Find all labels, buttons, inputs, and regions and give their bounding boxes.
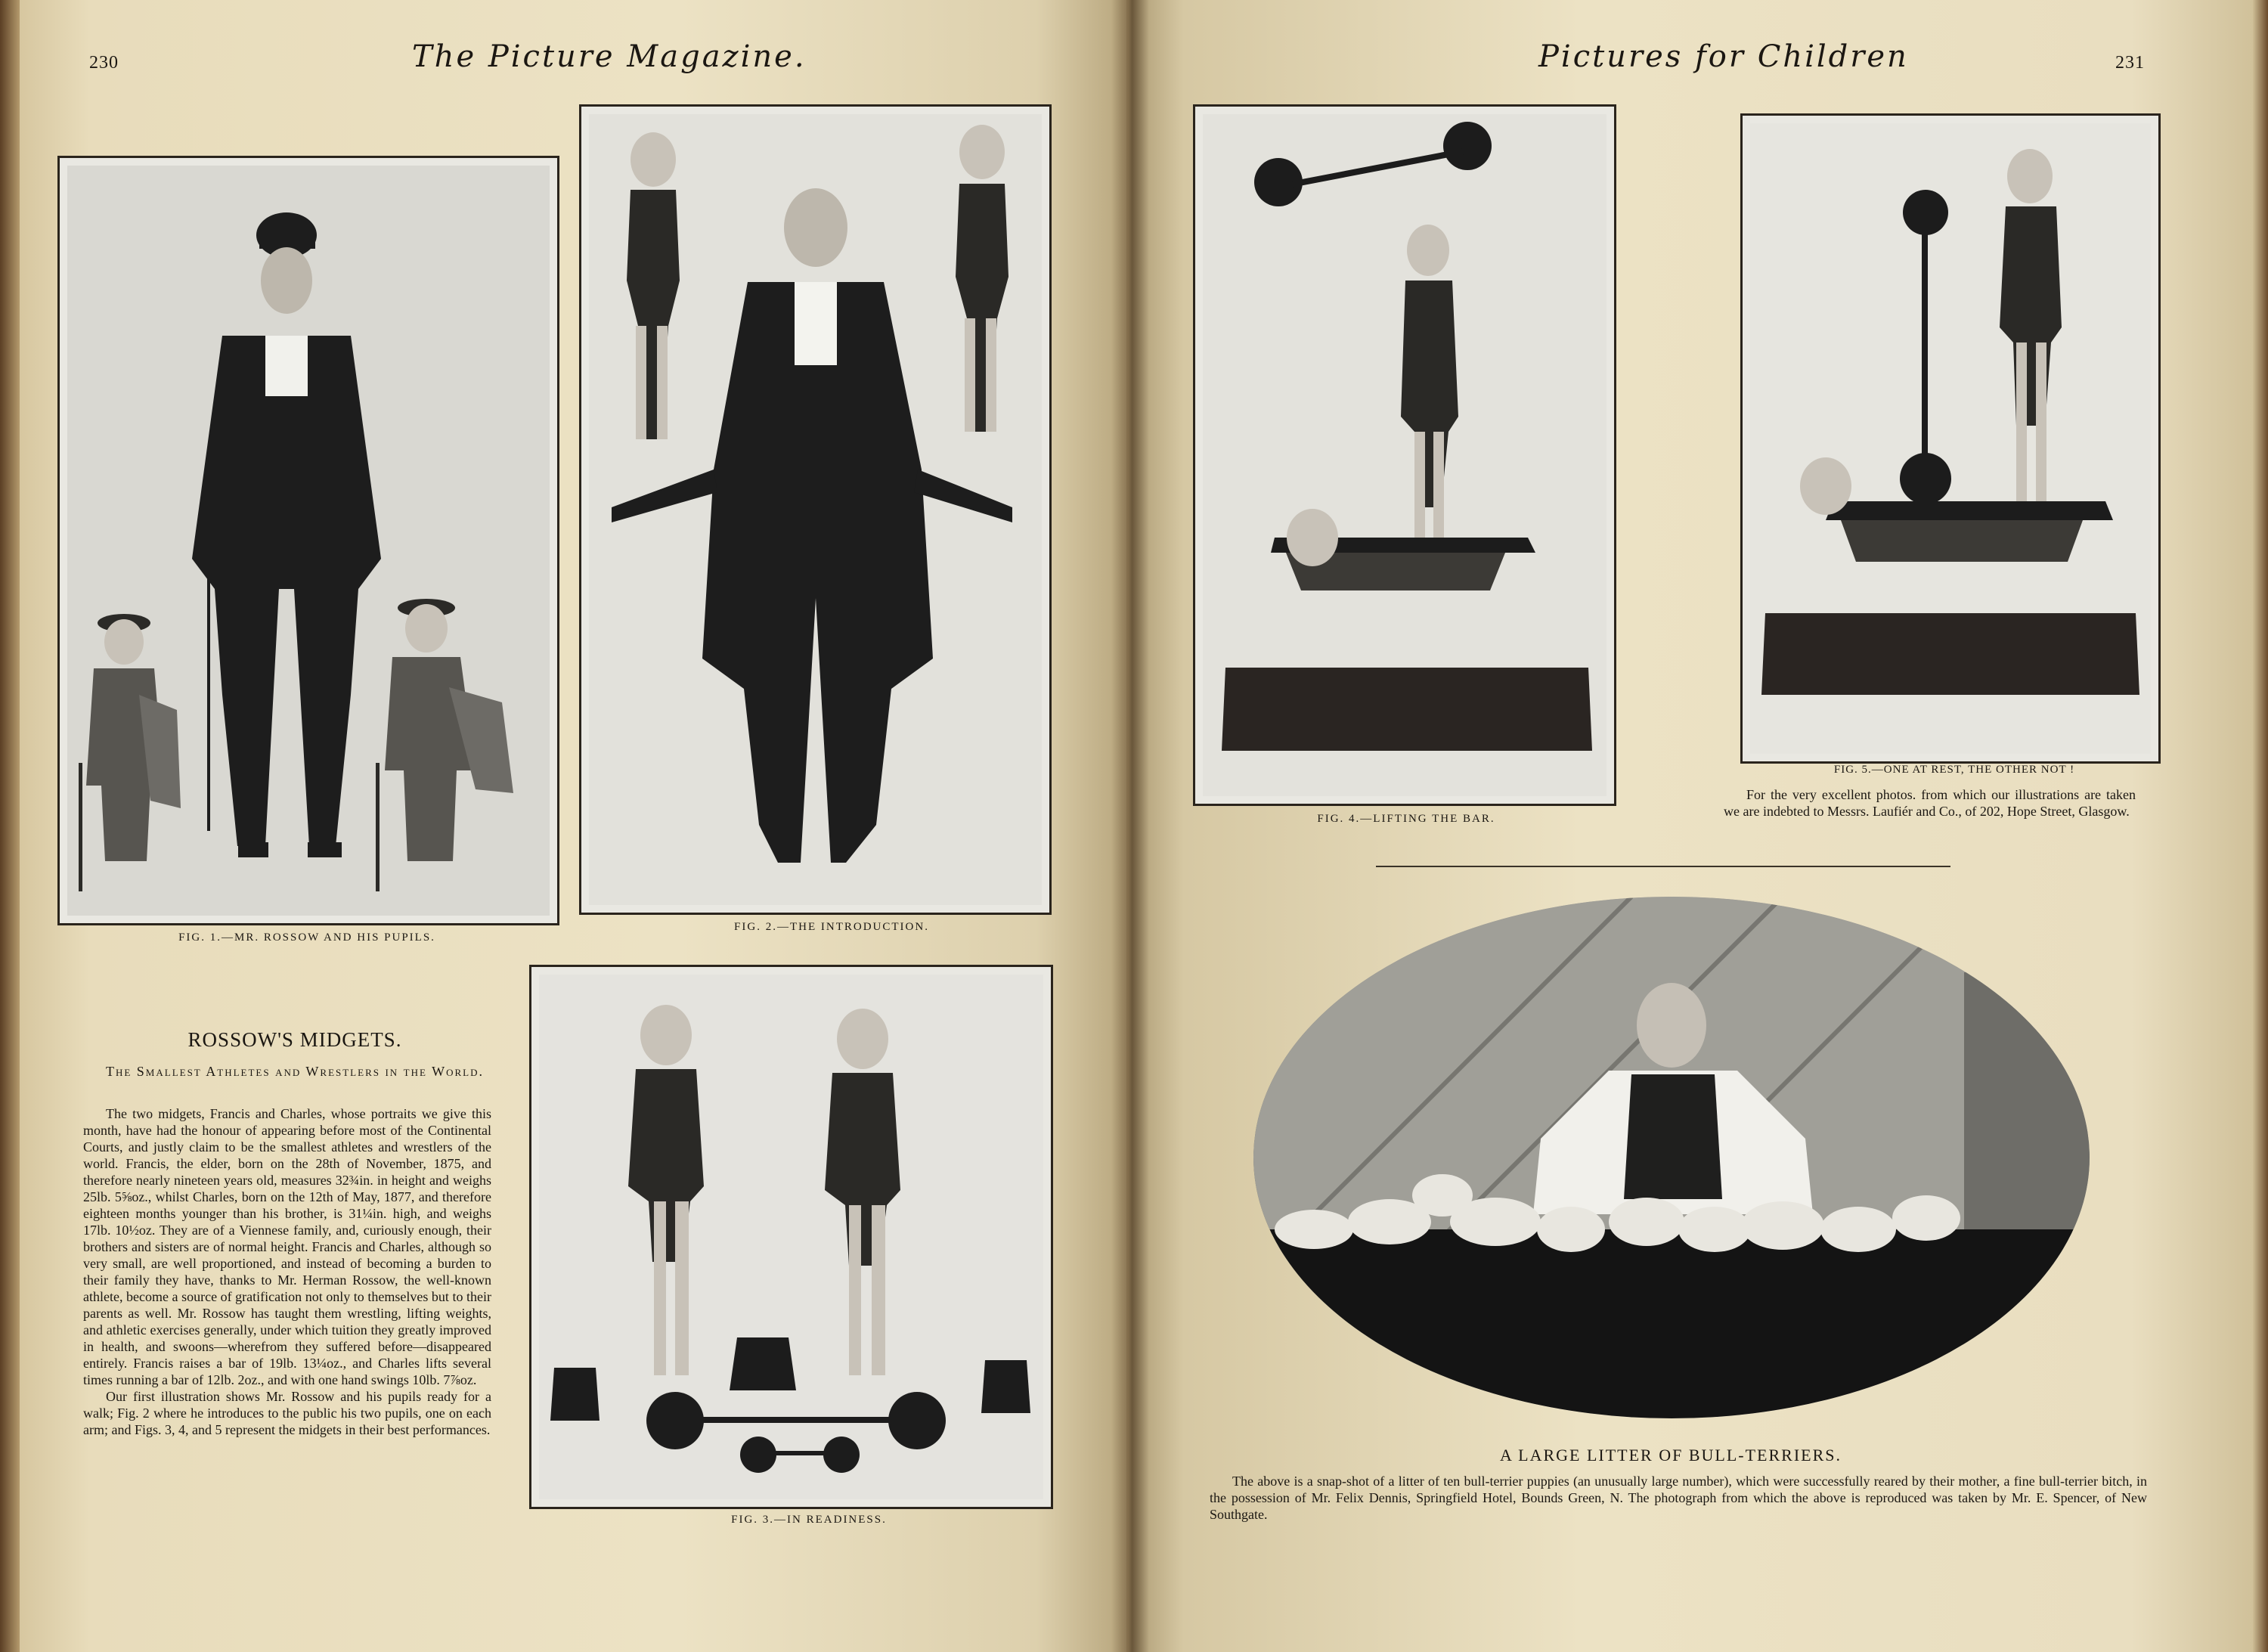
fig3-illustration [539, 975, 1043, 1499]
credit-note [1724, 786, 2136, 820]
terriers-text [1210, 1473, 2147, 1523]
fig1-illustration [67, 166, 550, 916]
fig4-illustration [1203, 114, 1606, 796]
article-title: ROSSOW'S MIDGETS. [187, 1028, 402, 1051]
article-paragraph-2: Our first illustration shows Mr. Rossow and his pupils ready for a walk; Fig. 2 where he introduces to the public his two pupils, one on each arm; and Figs. 3, 4, and 5 represent the midgets in their best performances. [83, 1389, 491, 1437]
binding-gutter [1111, 0, 1149, 1652]
fig3-caption: FIG. 3.—IN READINESS. [731, 1514, 887, 1526]
article-body [83, 1105, 491, 1438]
fig1-photo [57, 156, 559, 925]
fig5-photo [1740, 113, 2161, 764]
fig5-illustration [1750, 123, 2151, 754]
fig3-photo [529, 965, 1053, 1509]
credit-note-text: For the very excellent photos. from which our illustrations are taken we are indebted to Messrs. Laufiér and Co., of 202, Hope Street, Glasgow. [1724, 787, 2136, 819]
right-page-edge [2253, 0, 2268, 1652]
terriers-heading: A LARGE LITTER OF BULL-TERRIERS. [1499, 1446, 1842, 1464]
article-subtitle: The Smallest Athletes and Wrestlers in the World. [105, 1064, 485, 1079]
fig2-caption: FIG. 2.—THE INTRODUCTION. [734, 921, 929, 933]
left-page [0, 0, 1126, 1652]
left-running-head: The Picture Magazine. [412, 39, 807, 74]
terriers-paragraph: The above is a snap-shot of a litter of ten bull-terrier puppies (an unusually large number), which were successfully reared by their mother, a fine bull-terrier bitch, in the possession of Mr. Felix Dennis, Springfield Hotel, Bounds Green, N. The photograph from which the above is reproduced was taken by Mr. E. Spencer, of New Southgate. [1210, 1474, 2147, 1522]
fig2-photo [579, 104, 1052, 915]
terriers-photo [1253, 897, 2090, 1418]
fig4-caption: FIG. 4.—LIFTING THE BAR. [1317, 813, 1495, 825]
left-page-edge [0, 0, 20, 1652]
fig2-illustration [589, 114, 1042, 905]
fig1-caption: FIG. 1.—MR. ROSSOW AND HIS PUPILS. [178, 931, 435, 944]
fig5-caption: FIG. 5.—ONE AT REST, THE OTHER NOT ! [1833, 764, 2075, 776]
article-paragraph-1: The two midgets, Francis and Charles, whose portraits we give this month, have had the honour of appearing before most of the Continental Courts, and justly claim to be the smallest athletes and wrestlers of the world. Francis, the elder, born on the 28th of November, 1875, and therefore nearly nineteen years old, measures 32¾in. in height and weighs 25lb. 5⅝oz., whilst Charles, born on the 12th of May, 1877, and therefore eighteen months younger than his brother, is 31¼in. high, and weighs 17lb. 10½oz. They are of a Viennese family, and, curiously enough, their brothers and sisters are of normal height. Francis and Charles, although so very small, are well proportioned, and instead of becoming a burden to their family they have, thanks to Mr. Herman Rossow, the well-known athlete, become a source of gratification not only to themselves but to their parents as well. Mr. Rossow has taught them wrestling, lifting weights, and athletic exercises generally, under which tuition they greatly improved in health, and swoons—wherefrom they suffered before—disappeared entirely. Francis raises a bar of 19lb. 13¼oz., and Charles lifts several times running a bar of 12lb. 2oz., and with one hand swings 10lb. 7⅞oz. [83, 1106, 491, 1387]
fig4-photo [1193, 104, 1616, 806]
right-folio: 231 [2115, 53, 2145, 73]
right-page [1126, 0, 2268, 1652]
right-running-head: Pictures for Children [1538, 39, 1909, 74]
section-divider [1376, 866, 1950, 867]
terriers-illustration [1253, 897, 2090, 1418]
left-folio: 230 [89, 53, 119, 73]
